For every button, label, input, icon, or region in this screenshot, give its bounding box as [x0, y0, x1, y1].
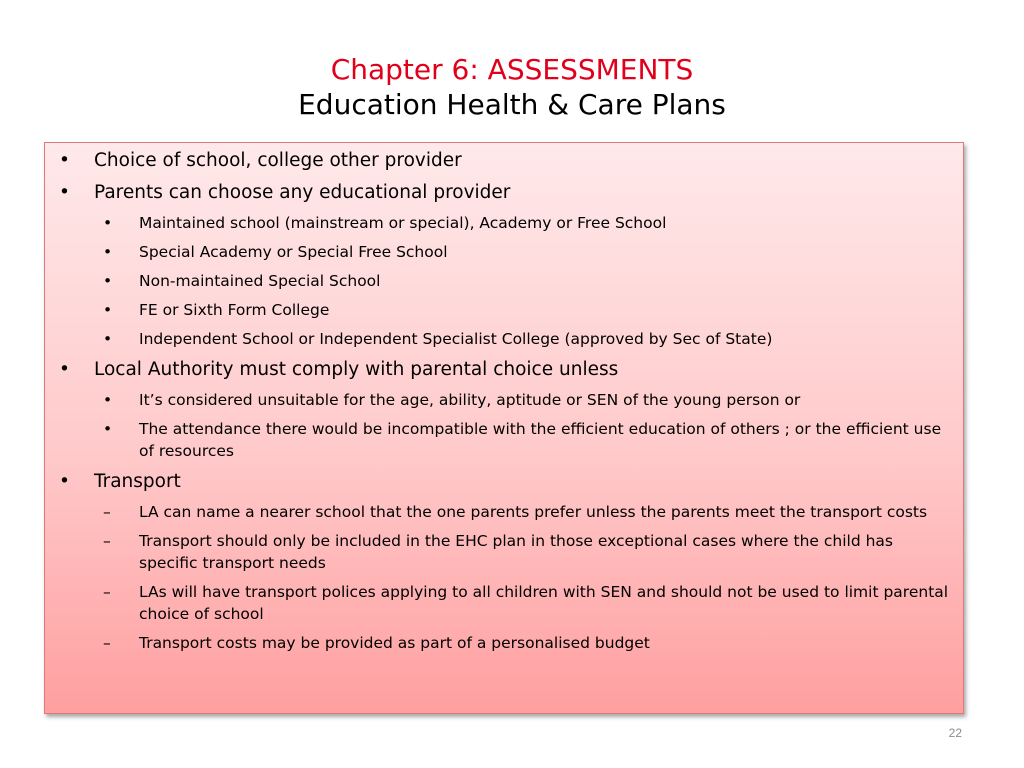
sub-bullet-item [45, 389, 963, 411]
bullet-marker: • [103, 243, 113, 261]
bullet-marker: • [59, 182, 70, 203]
bullet-marker: • [103, 272, 113, 290]
bullet-text: Transport [94, 471, 181, 492]
dash-marker: – [103, 583, 111, 601]
dash-marker: – [103, 503, 111, 521]
sub-bullet-item [45, 418, 963, 462]
bullet-marker: • [103, 214, 113, 232]
bullet-text: FE or Sixth Form College [139, 301, 330, 319]
bullet-marker: • [103, 301, 113, 319]
bullet-item [45, 358, 963, 382]
sub-bullet-item [45, 241, 963, 263]
slide-title [0, 52, 1024, 122]
bullet-text: Parents can choose any educational provider [94, 182, 511, 203]
bullet-text: The attendance there would be incompatible with the efficient education of others ; or the efficient use of resources [139, 420, 942, 460]
bullet-text: Local Authority must comply with parental choice unless [94, 359, 619, 380]
bullet-list [45, 149, 963, 654]
bullet-text: Non-maintained Special School [139, 272, 381, 290]
bullet-marker: • [103, 391, 113, 409]
bullet-text: LAs will have transport polices applying to all children with SEN and should not be used to limit parental choice of school [139, 583, 949, 623]
sub-bullet-item [45, 632, 963, 654]
bullet-text: Maintained school (mainstream or special), Academy or Free School [139, 214, 667, 232]
sub-bullet-item [45, 501, 963, 523]
bullet-marker: • [103, 330, 113, 348]
dash-marker: – [103, 532, 111, 550]
bullet-item [45, 181, 963, 205]
bullet-text: Special Academy or Special Free School [139, 243, 448, 261]
bullet-item [45, 470, 963, 494]
bullet-text: Independent School or Independent Specialist College (approved by Sec of State) [139, 330, 773, 348]
bullet-text: Transport should only be included in the EHC plan in those exceptional cases where the child has specific transport needs [139, 532, 894, 572]
page-number: 22 [948, 726, 962, 740]
bullet-text: Choice of school, college other provider [94, 150, 462, 171]
sub-bullet-item [45, 581, 963, 625]
bullet-text: LA can name a nearer school that the one parents prefer unless the parents meet the transport costs [139, 503, 928, 521]
sub-bullet-item [45, 328, 963, 350]
bullet-text: Transport costs may be provided as part of a personalised budget [139, 634, 650, 652]
slide-subtitle: Education Health & Care Plans [298, 88, 726, 121]
content-box [44, 142, 964, 714]
sub-bullet-item [45, 270, 963, 292]
bullet-marker: • [103, 420, 113, 438]
sub-bullet-item [45, 299, 963, 321]
sub-bullet-item [45, 530, 963, 574]
bullet-marker: • [59, 150, 70, 171]
dash-marker: – [103, 634, 111, 652]
chapter-heading: Chapter 6: ASSESSMENTS [330, 53, 694, 86]
sub-bullet-item [45, 212, 963, 234]
bullet-marker: • [59, 471, 70, 492]
bullet-item [45, 149, 963, 173]
bullet-marker: • [59, 359, 70, 380]
bullet-text: It’s considered unsuitable for the age, ability, aptitude or SEN of the young person or [139, 391, 801, 409]
